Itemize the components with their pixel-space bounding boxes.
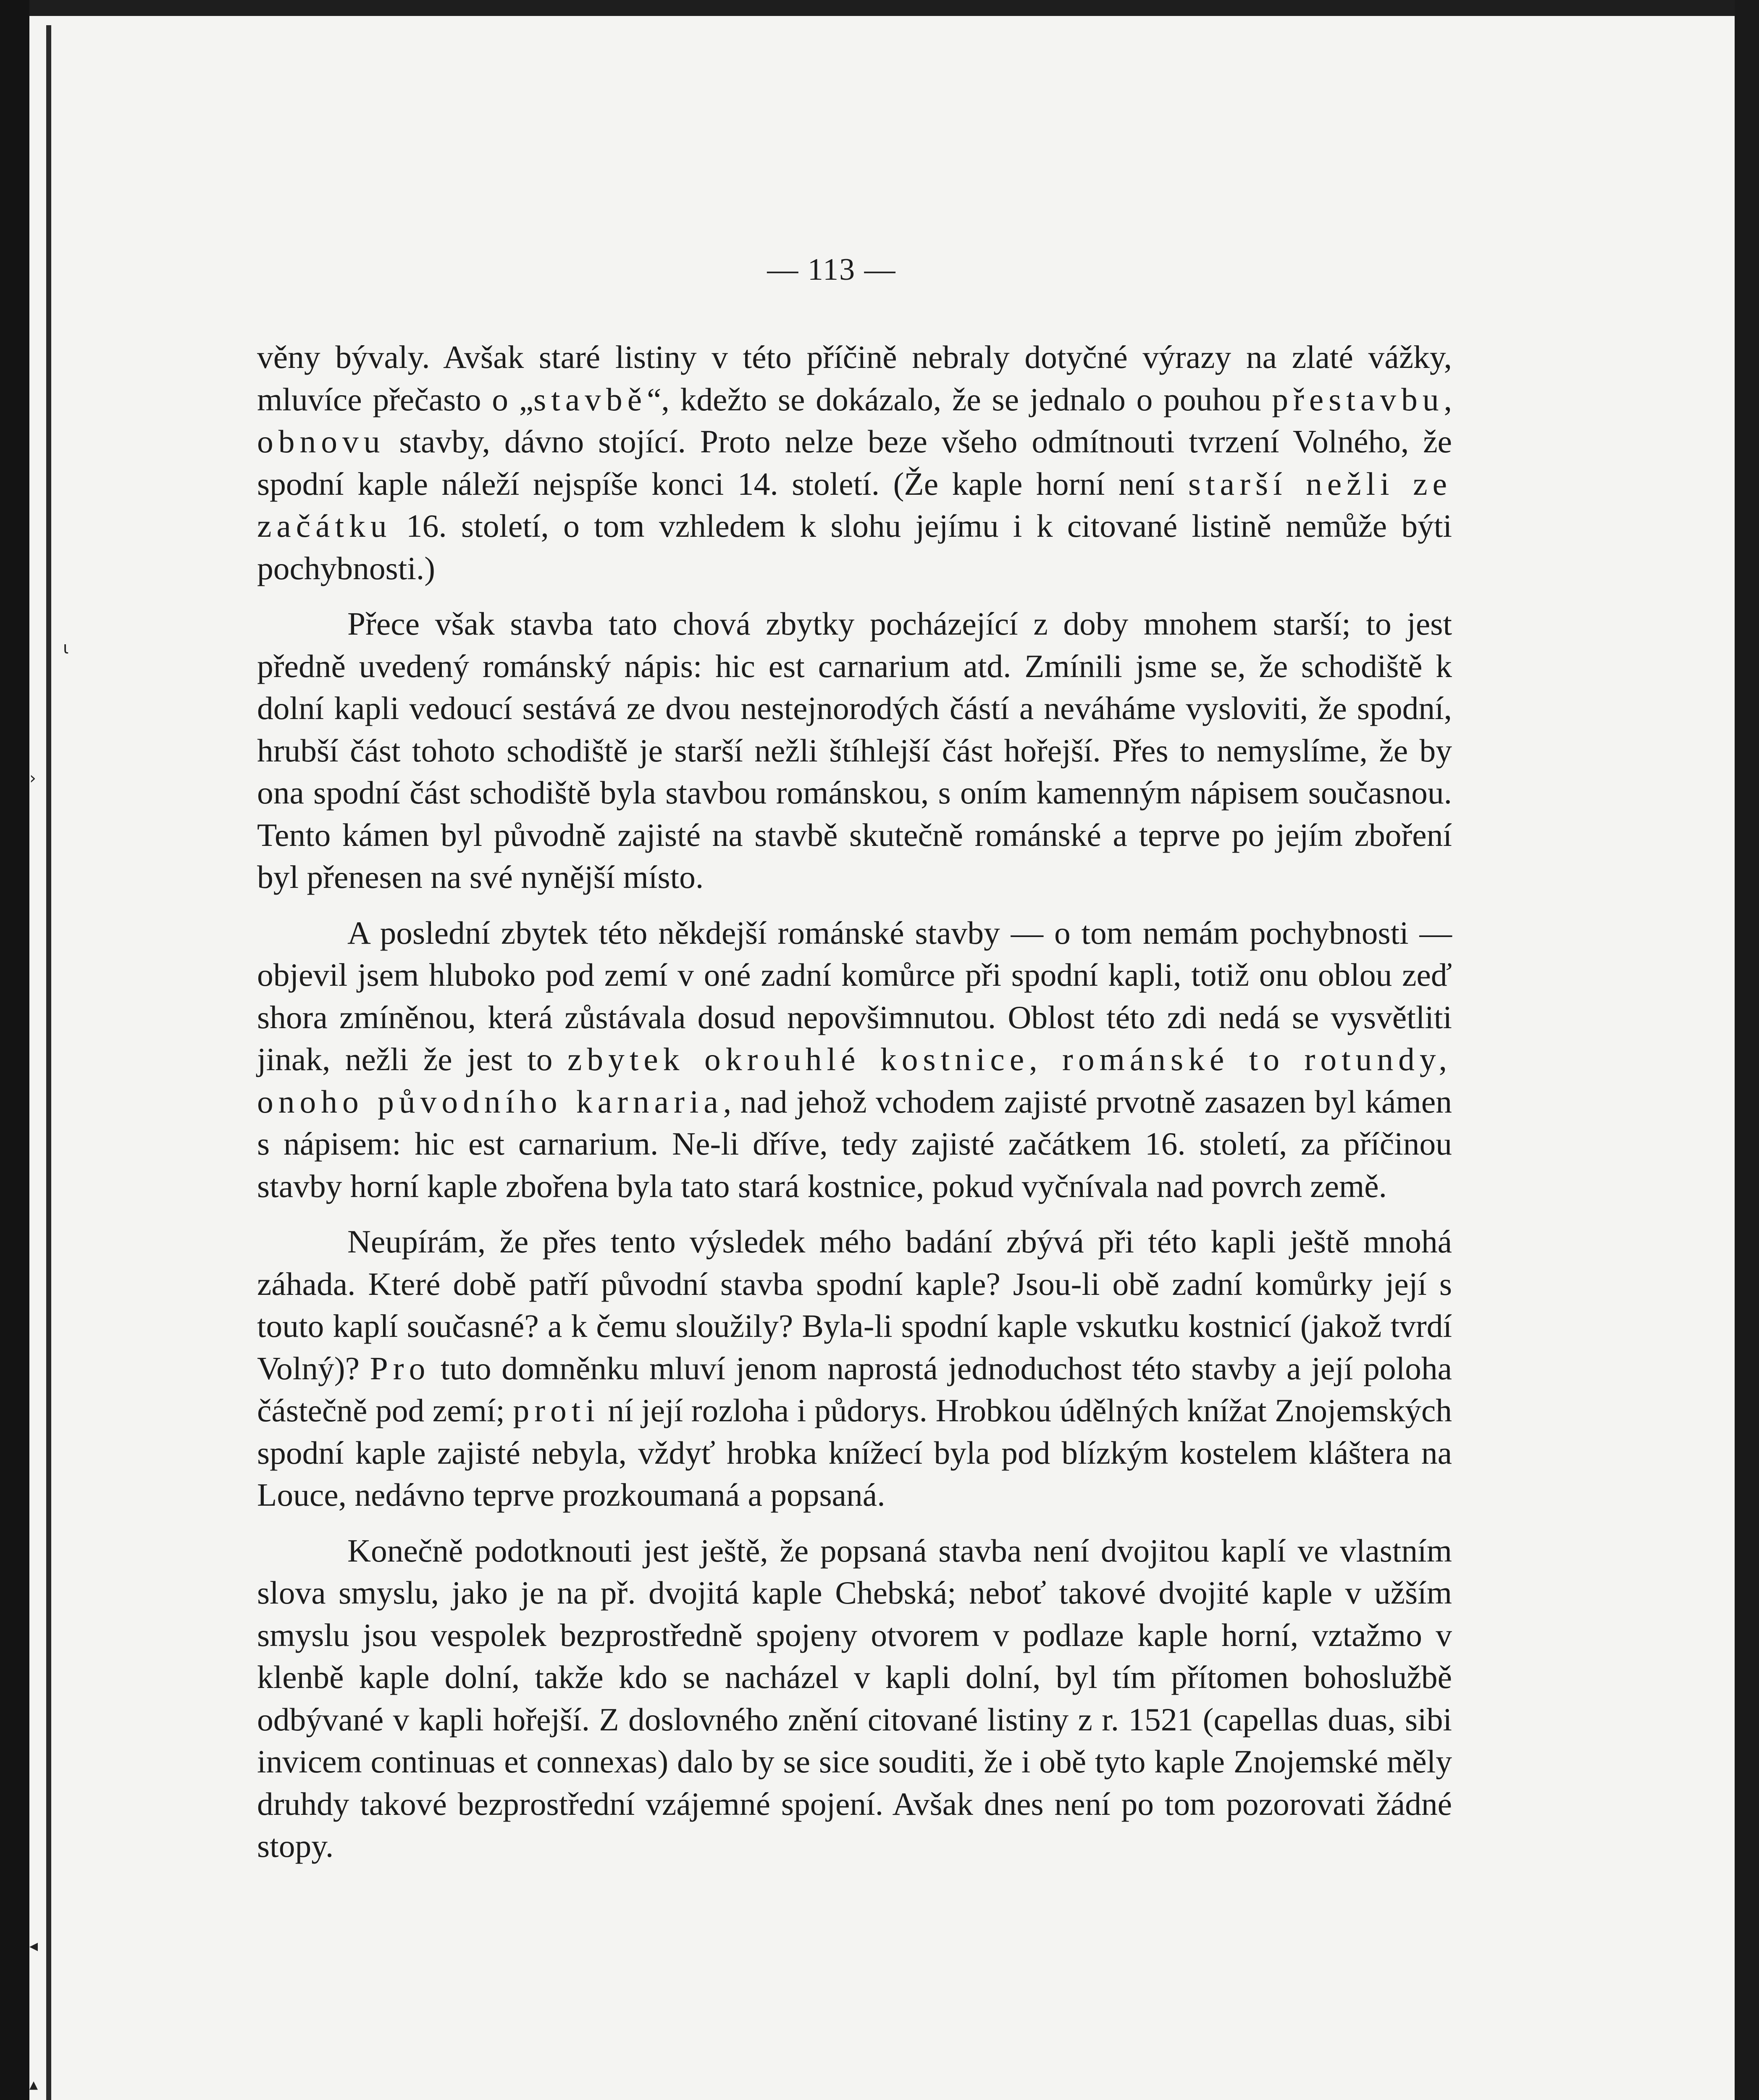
spaced-emphasis: proti <box>513 1392 600 1428</box>
scan-left-edge <box>0 0 29 2100</box>
margin-mark: › <box>29 769 36 788</box>
text-run: ní její rozloha i půdorys. Hrobkou údělných knížat Znojemských spodní kaple zajisté nebyla, vždyť hrobka knížecí byla pod blízkým kostelem kláštera na Louce, nedávno teprve prozkoumaná a popsaná. <box>257 1392 1452 1513</box>
text-run: Konečně podotknouti jest ještě, že popsaná stavba není dvojitou kaplí ve vlastním slova smyslu, jako je na př. dvojitá kaple Chebská; neboť takové dvojité kaple v užším smyslu jsou vespolek bezprostředně spojeny otvorem v podlaze kaple horní, vztažmo v klenbě kaple dolní, takže kdo se nacházel v kapli dolní, byl tím přítomen bohoslužbě odbývané v kapli hořejší. Z doslovného znění citované listiny z r. 1521 (capellas duas, sibi invicem continuas et connexas) dalo by se sice souditi, že i obě tyto kaple Znojemské měly druhdy takové bezprostřední vzájemné spojení. Avšak dnes není po tom pozorovati žádné stopy. <box>257 1532 1452 1864</box>
paragraph <box>257 603 1452 898</box>
scan-right-edge <box>1735 0 1759 2100</box>
spaced-emphasis: zbytek okrouhlé kostnice, románské to rotundy, onoho původního karnaria <box>257 1041 1452 1120</box>
spaced-emphasis: přestavbu <box>1272 381 1444 417</box>
margin-mark: ɩ <box>63 638 69 658</box>
margin-mark: ▴ <box>29 2075 38 2094</box>
paragraph <box>257 336 1452 589</box>
text-run: , <box>1444 381 1452 417</box>
margin-mark: ◂ <box>29 1936 38 1956</box>
page-number: — 113 — <box>767 252 896 287</box>
paragraph <box>257 912 1452 1208</box>
text-run: Neupírám, že přes tento výsledek mého badání zbývá při této kapli ještě mnohá záhada. Které době patří původní stavba spodní kaple? Jsou-li obě zadní komůrky její s touto kaplí současné? a k čemu sloužily? Byla-li spodní kaple vskutku kostnicí (jakož tvrdí Volný)? <box>257 1223 1452 1386</box>
text-run: Přece však stavba tato chová zbytky pocházející z doby mnohem starší; to jest předně uvedený románský nápis: hic est carnarium atd. Zmínili jsme se, že schodiště k dolní kapli vedoucí sestává ze dvou nestejnorodých částí a neváháme vysloviti, že spodní, hrubší část tohoto schodiště je starší nežli štíhlejší část hořejší. Přes to nemyslíme, že by ona spodní část schodiště byla stavbou románskou, s oním kamenným nápisem současnou. Tento kámen byl původně zajisté na stavbě skutečně románské a teprve po jejím zboření byl přenesen na své nynější místo. <box>257 606 1452 895</box>
text-run: “, kdežto se dokázalo, že se jednalo o pouhou <box>647 381 1272 417</box>
text-run: 16. století, o tom vzhledem k slohu jejímu i k citované listině nemůže býti pochybnosti.) <box>257 508 1452 586</box>
paragraph <box>257 1530 1452 1867</box>
text-run: stavby, dávno stojící. Proto nelze beze všeho odmítnouti tvrzení Volného, že spodní kaple náleží nejspíše konci 14. století. (Že kaple horní není <box>257 423 1452 502</box>
spaced-emphasis: starší nežli ze začátku <box>257 465 1452 544</box>
text-run: věny bývaly. Avšak staré listiny v této příčině nebraly dotyčné výrazy na zlaté vážky, mluvíce přečasto o „ <box>257 339 1452 417</box>
page-left-border <box>46 25 51 2100</box>
scan-top-edge <box>0 0 1759 16</box>
text-run: A poslední zbytek této někdejší románské stavby — o tom nemám pochybnosti — objevil jsem hluboko pod zemí v oné zadní komůrce při spodní kapli, totiž onu oblou zeď shora zmíněnou, která zůstávala dosud nepovšimnutou. Oblost této zdi nedá se vysvětliti jinak, nežli že jest to <box>257 914 1452 1077</box>
text-run: , nad jehož vchodem zajisté prvotně zasazen byl kámen s nápisem: hic est carnarium. Ne-li dříve, tedy zajisté začátkem 16. století, za příčinou stavby horní kaple zbořena byla tato stará kostnice, pokud vyčnívala nad povrch země. <box>257 1083 1452 1204</box>
spaced-emphasis: stavbě <box>533 381 647 417</box>
spaced-emphasis: obnovu <box>257 423 385 459</box>
text-run: tuto domněnku mluví jenom naprostá jednoduchost této stavby a její poloha částečně pod zemí; <box>257 1350 1452 1428</box>
document-body <box>257 336 1452 1881</box>
paragraph <box>257 1221 1452 1516</box>
spaced-emphasis: Pro <box>370 1350 431 1386</box>
